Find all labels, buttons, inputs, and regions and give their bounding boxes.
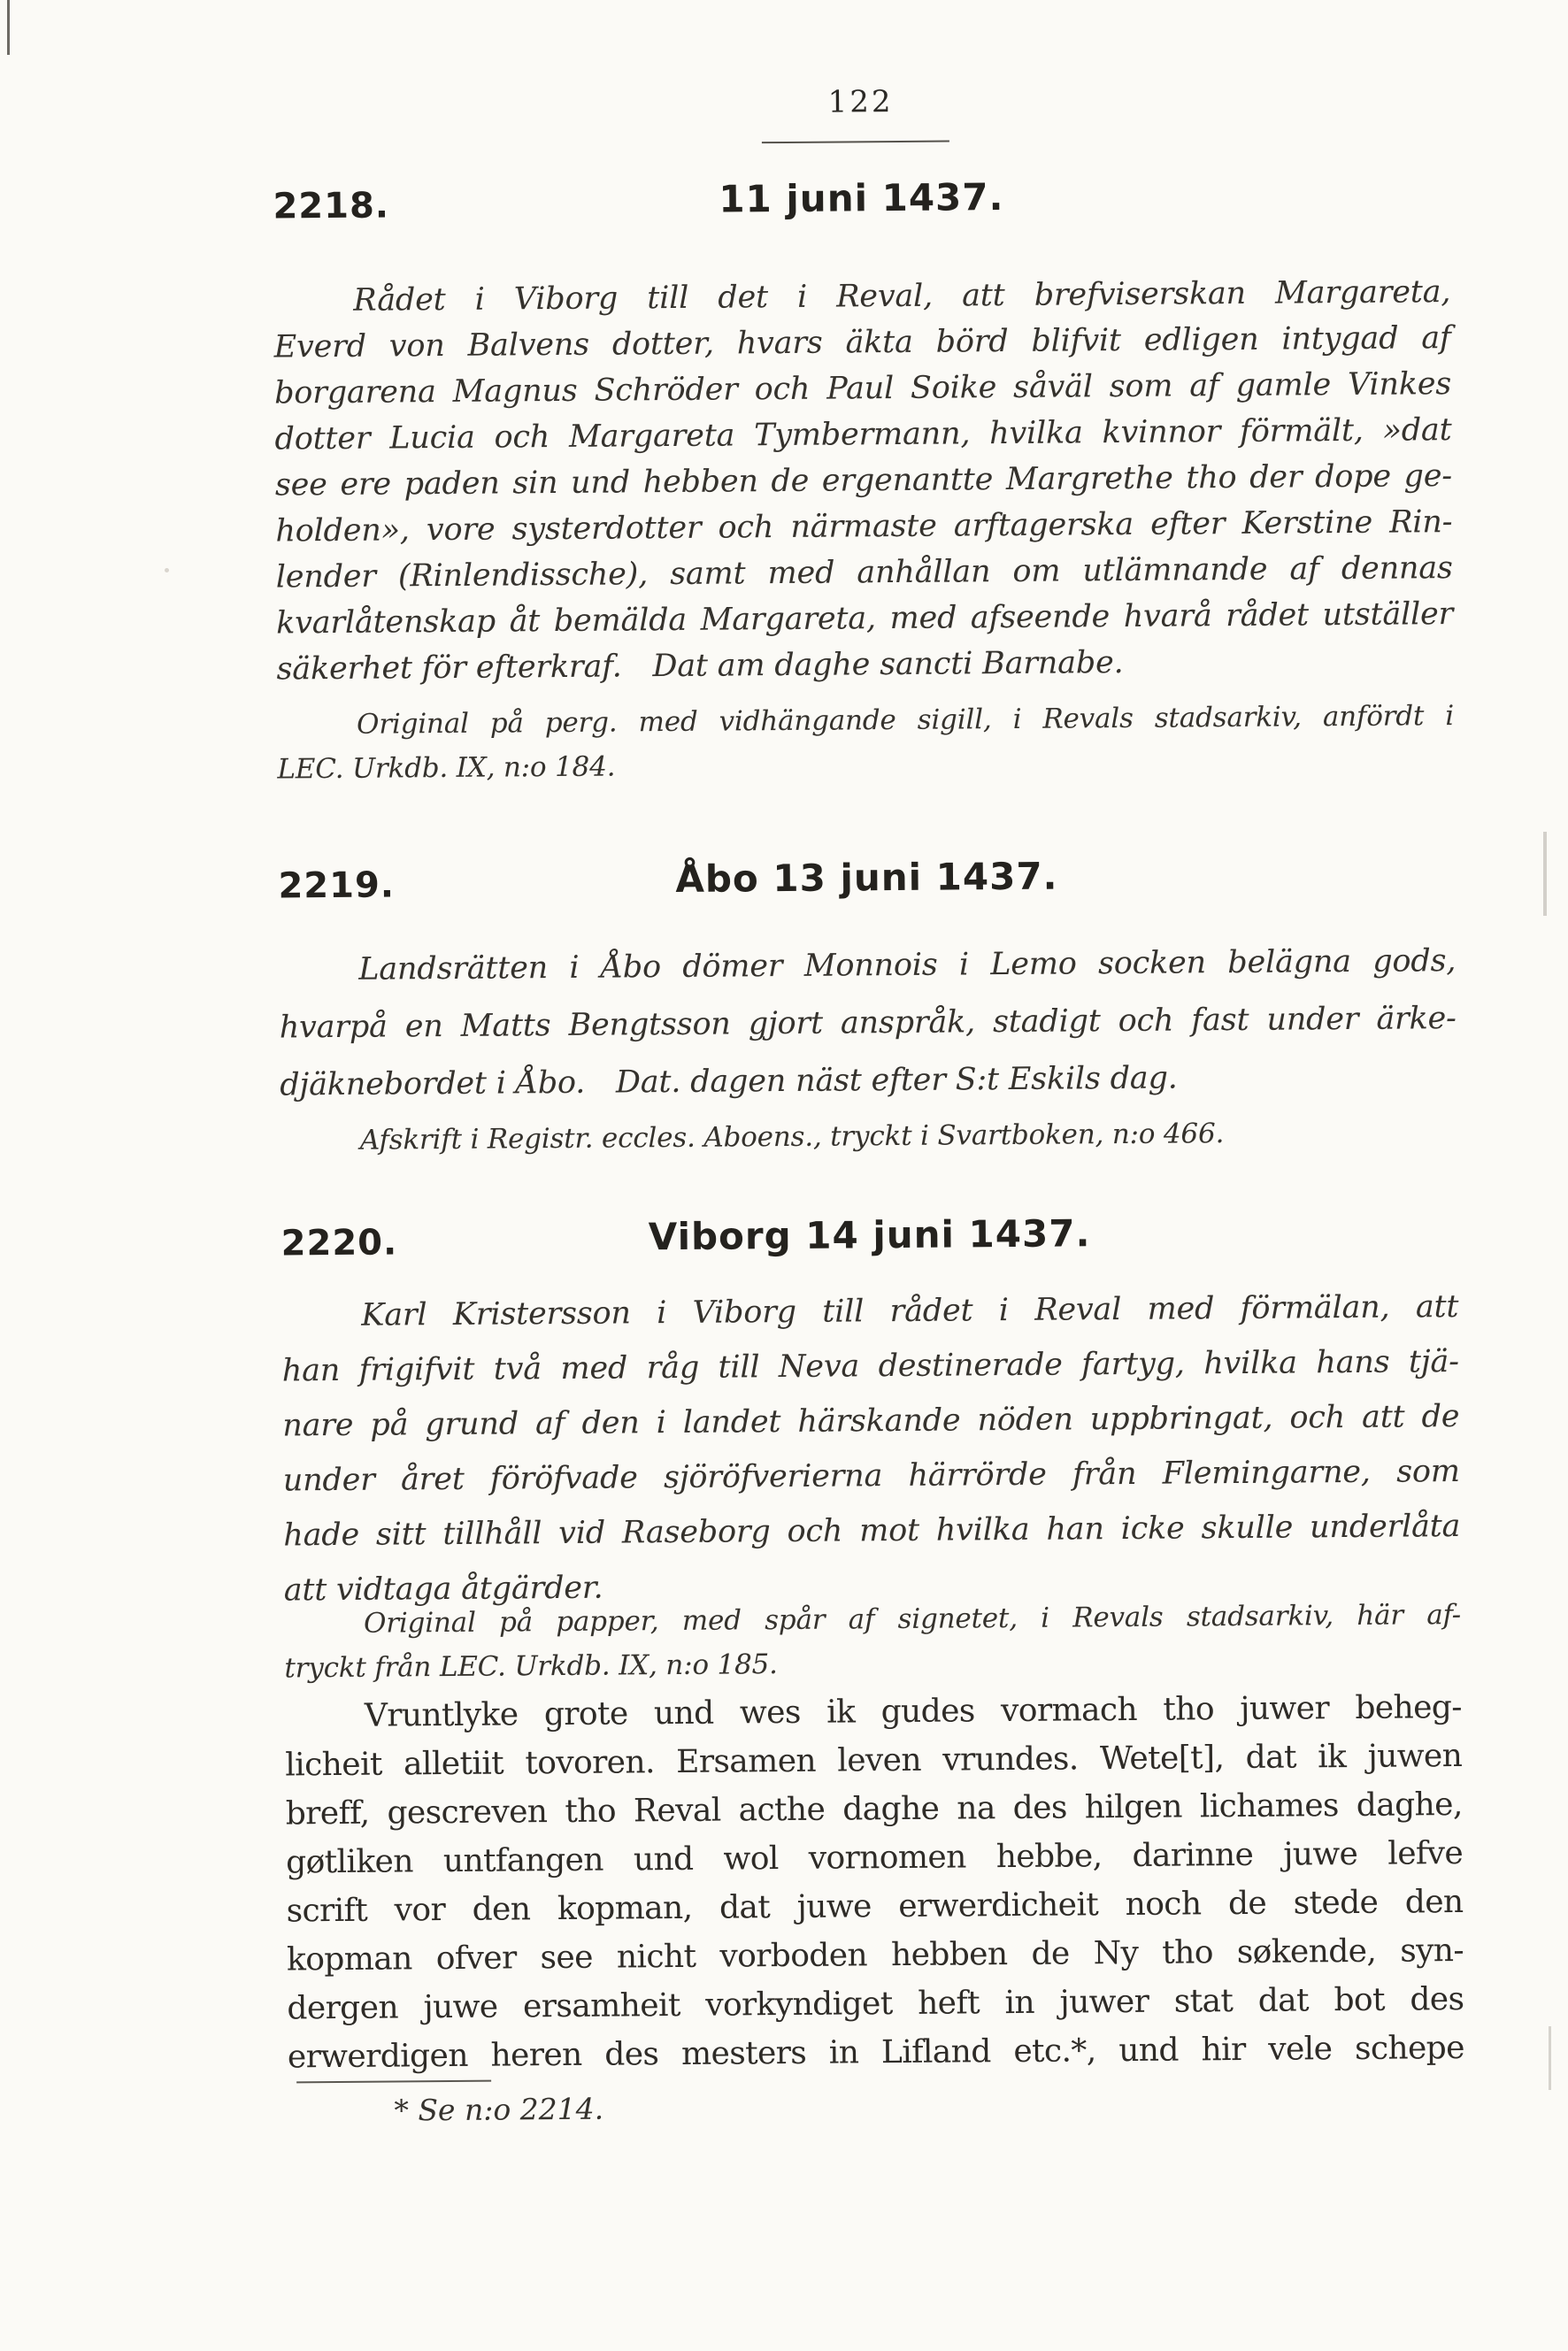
entry-number: 2218. — [273, 185, 390, 227]
text-line: Karl Kristersson i Viborg till rådet i Reval med förmälan, att — [361, 1289, 1459, 1333]
text-line: Rådet i Viborg till det i Reval, att brefviserskan Margareta, — [353, 274, 1451, 319]
text-line: dergen juwe ersamheit vorkyndiget heft in juwer stat dat bot des — [287, 1981, 1464, 2027]
text-line: tryckt från LEC. Urkdb. IX, n:o 185. — [284, 1648, 778, 1685]
entry-heading: Åbo 13 juni 1437. — [675, 854, 1058, 901]
text-line: see ere paden sin und hebben de ergenantte Margrethe tho der dope ge- — [274, 458, 1453, 503]
text-line: hvarpå en Matts Bengtsson gjort anspråk, stadigt och fast under ärke- — [279, 1001, 1457, 1046]
text-line: borgarena Magnus Schröder och Paul Soike såväl som af gamle Vinkes — [273, 366, 1452, 411]
source-note — [284, 1593, 1462, 1690]
text-line: Vruntlyke grote und wes ik gudes vormach tho juwer beheg- — [364, 1689, 1462, 1734]
text-line: gøtliken untfangen und wol vornomen hebbe, darinne juwe lefve — [286, 1835, 1464, 1881]
footnote-rule — [296, 2080, 491, 2084]
entry-number: 2220. — [281, 1222, 398, 1264]
text-line: lender (Rinlendissche), samt med anhållan om utlämnande af dennas — [275, 550, 1453, 595]
text-line: scrift vor den kopman, dat juwe erwerdicheit noch de stede den — [286, 1884, 1464, 1930]
text-line: Afskrift i Registr. eccles. Aboens., tryckt i Svartboken, n:o 466. — [359, 1118, 1225, 1156]
footnote: * Se n:o 2214. — [394, 2091, 604, 2128]
text-line: breff, gescreven tho Reval acthe daghe na des hilgen lichames daghe, — [285, 1786, 1463, 1832]
text-line: holden», vore systerdotter och närmaste arftagerska efter Kerstine Rin- — [275, 504, 1453, 549]
quoted-letter-text — [285, 1683, 1464, 2081]
text-line: nare på grund af den i landet härskande nöden uppbringat, och att de — [282, 1399, 1460, 1444]
text-line: under året föröfvade sjöröfverierna härrörde från Flemingarne, som — [282, 1454, 1460, 1499]
entry-heading: 11 juni 1437. — [719, 175, 1004, 221]
text-line: licheit alletiit tovoren. Ersamen leven vrundes. Wete[t], dat ik juwen — [285, 1738, 1463, 1784]
text-line: Original på papper, med spår af signetet, i Revals stadsarkiv, här af- — [363, 1599, 1462, 1640]
text-line: Landsrätten i Åbo dömer Monnois i Lemo socken belägna gods, — [358, 943, 1457, 987]
entry-body — [281, 1279, 1461, 1617]
text-line: att vidtaga åtgärder. — [283, 1570, 603, 1609]
source-note — [277, 694, 1455, 791]
text-line: Original på perg. med vidhängande sigill, i Revals stadsarkiv, anfördt i — [356, 700, 1455, 741]
text-line: han frigifvit två med råg till Neva destinerade fartyg, hvilka hans tjä- — [281, 1344, 1459, 1389]
page-number: 122 — [827, 84, 894, 120]
entry-header — [278, 851, 1455, 917]
entry-header — [273, 172, 1449, 237]
text-line: kopman ofver see nicht vorboden hebben de Ny tho søkende, syn- — [286, 1932, 1464, 1978]
entry-heading: Viborg 14 juni 1437. — [648, 1211, 1091, 1259]
text-line: kvarlåtenskap åt bemälda Margareta, med afseende hvarå rådet utställer — [276, 596, 1454, 642]
entry-body — [273, 269, 1454, 692]
entry-header — [281, 1209, 1457, 1274]
text-line: hade sitt tillhåll vid Raseborg och mot hvilka han icke skulle underlåta — [283, 1509, 1461, 1554]
text-line: säkerhet för efterkraf. Dat am daghe sancti Barnabe. — [276, 644, 1124, 688]
text-line: dotter Lucia och Margareta Tymbermann, hvilka kvinnor förmält, »dat — [274, 412, 1452, 457]
text-line: erwerdigen heren des mesters in Lifland etc.*, und hir vele schepe — [287, 2030, 1465, 2076]
text-line: djäknebordet i Åbo. Dat. dagen näst efter S:t Eskils dag. — [280, 1060, 1178, 1103]
page-number-rule — [762, 141, 949, 144]
entry-body — [279, 933, 1457, 1114]
source-note — [281, 1110, 1457, 1163]
text-line: LEC. Urkdb. IX, n:o 184. — [277, 750, 616, 786]
text-line: Everd von Balvens dotter, hvars äkta börd blifvit edligen intygad af — [273, 320, 1451, 365]
entry-number: 2219. — [278, 864, 396, 907]
